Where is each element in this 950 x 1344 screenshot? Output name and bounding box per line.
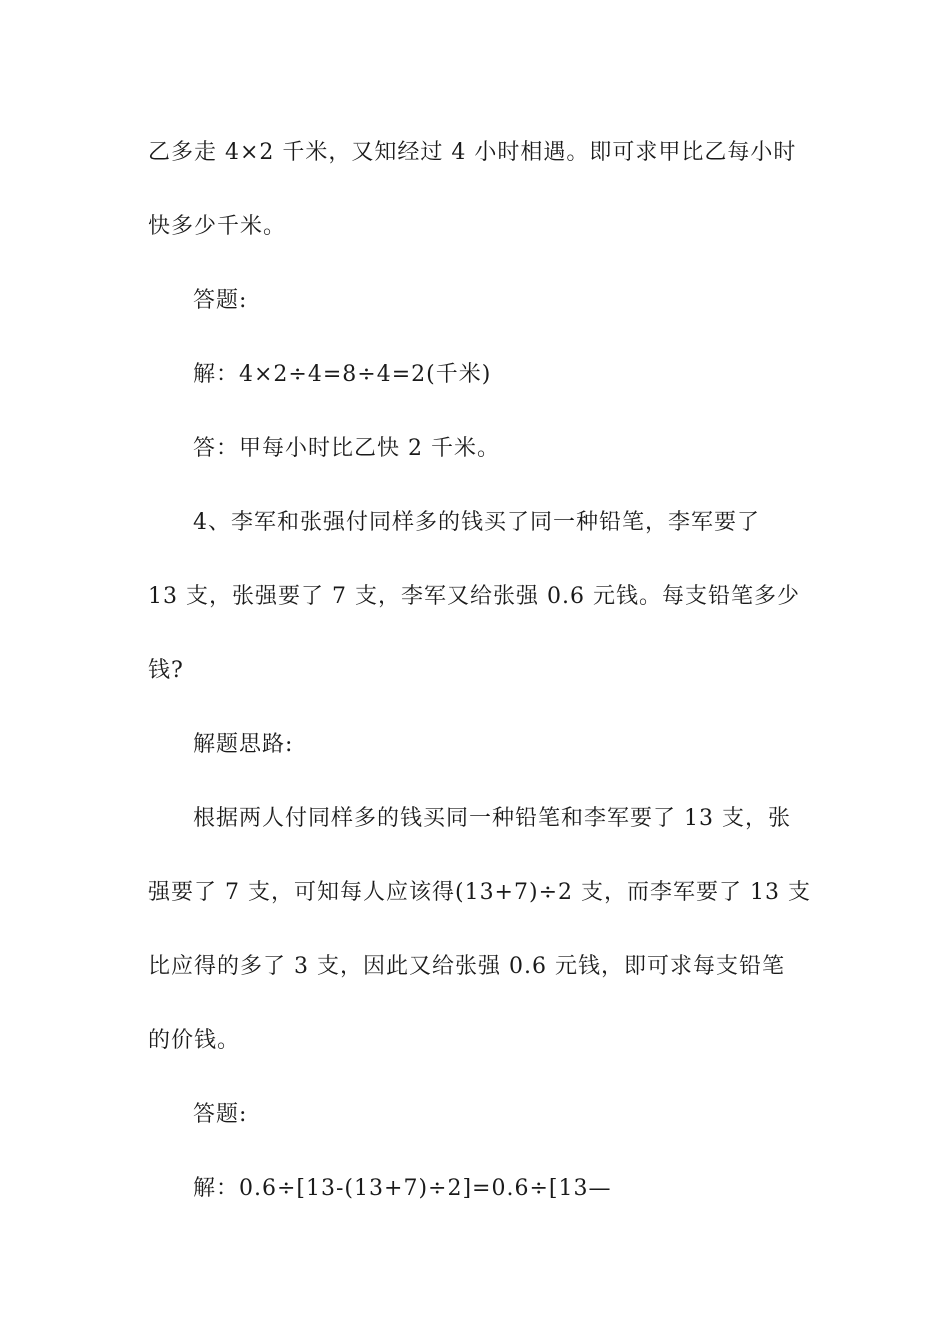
- paragraph-line: 根据两人付同样多的钱买同一种铅笔和李军要了 13 支，张: [193, 806, 791, 831]
- section-heading: 答题:: [193, 288, 248, 313]
- section-heading: 解题思路:: [193, 732, 294, 757]
- problem-line: 13 支，张强要了 7 支，李军又给张强 0.6 元钱。每支铅笔多少: [148, 584, 800, 609]
- paragraph-line: 的价钱。: [148, 1028, 241, 1053]
- paragraph-line: 比应得的多了 3 支，因此又给张强 0.6 元钱，即可求每支铅笔: [148, 954, 785, 979]
- problem-line: 钱?: [148, 658, 184, 683]
- solution-line: 解：4×2÷4=8÷4=2(千米): [193, 362, 492, 387]
- paragraph-line: 快多少千米。: [148, 214, 287, 239]
- problem-line: 4、李军和张强付同样多的钱买了同一种铅笔，李军要了: [193, 510, 760, 535]
- answer-line: 答：甲每小时比乙快 2 千米。: [193, 436, 500, 461]
- paragraph-line: 乙多走 4×2 千米，又知经过 4 小时相遇。即可求甲比乙每小时: [148, 140, 797, 165]
- section-heading: 答题:: [193, 1102, 248, 1127]
- paragraph-line: 强要了 7 支，可知每人应该得(13+7)÷2 支，而李军要了 13 支: [148, 880, 811, 905]
- solution-line: 解：0.6÷[13-(13+7)÷2]=0.6÷[13—: [193, 1176, 612, 1201]
